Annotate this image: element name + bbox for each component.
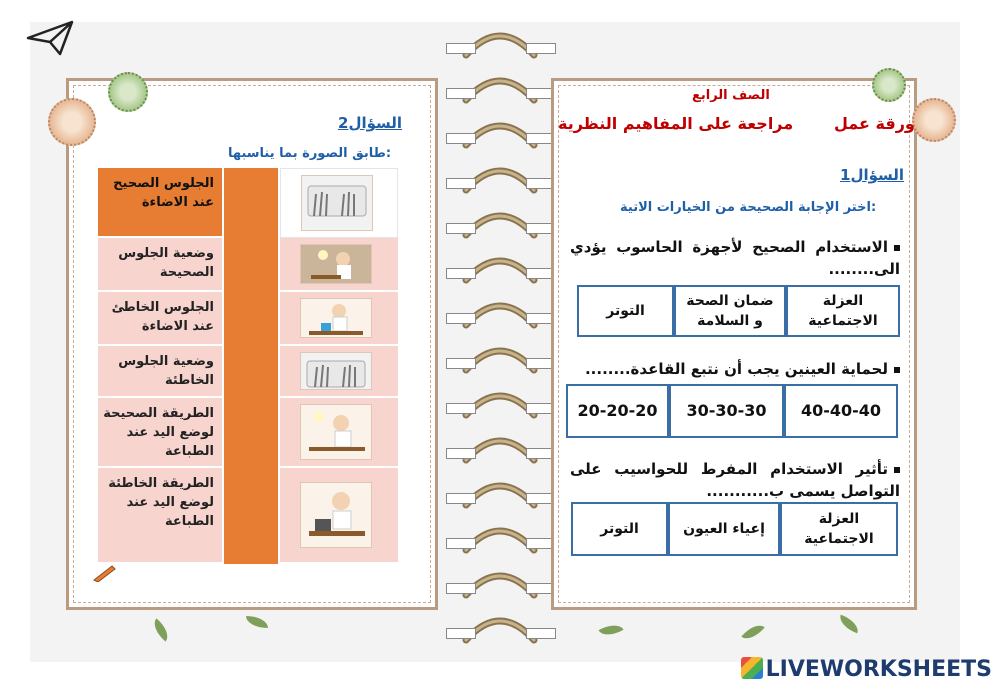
decorative-flower-icon	[48, 98, 96, 146]
brand-name: LIVEWORKSHEETS	[765, 657, 992, 682]
ring-clip	[446, 133, 476, 144]
sitting-lamp-image	[300, 244, 372, 284]
keyboard-hands-image	[301, 175, 373, 231]
match-label[interactable]: الطريقة الصحيحة لوضع اليد عند الطباعة	[98, 398, 222, 468]
ring-clip	[446, 493, 476, 504]
bullet-icon	[894, 245, 900, 251]
binding-ring	[460, 610, 540, 646]
match-label[interactable]: وضعية الجلوس الصحيحة	[98, 238, 222, 292]
answer-option[interactable]: التوتر	[571, 502, 668, 556]
paper-plane-icon[interactable]	[26, 20, 76, 56]
ring-clip	[446, 178, 476, 189]
ring-clip	[446, 583, 476, 594]
question2-instruction: طابق الصورة بما يناسبها:	[228, 146, 392, 161]
ring-clip	[446, 628, 476, 639]
match-label[interactable]: وضعية الجلوس الخاطئة	[98, 346, 222, 398]
image-cell[interactable]	[280, 292, 398, 346]
answer-option[interactable]: 30-30-30	[669, 384, 784, 438]
ring-clip	[446, 223, 476, 234]
logo-badge-icon	[741, 657, 763, 679]
ring-clip	[446, 43, 476, 54]
binding-ring	[460, 295, 540, 331]
bullet-icon	[894, 367, 900, 373]
ring-clip	[446, 403, 476, 414]
student-desk-image	[300, 298, 372, 338]
ring-clip	[446, 448, 476, 459]
binding-ring	[460, 565, 540, 601]
keyboard-hands-image	[300, 352, 372, 390]
match-label[interactable]: الطريقة الخاطئة لوضع اليد عند الطباعة	[98, 468, 222, 564]
answer-option[interactable]: العزلة الاجتماعية	[786, 285, 900, 337]
ring-clip	[526, 43, 556, 54]
ring-clip	[526, 628, 556, 639]
question-text: لحماية العينين يجب أن نتبع القاعدة........	[584, 360, 888, 378]
answer-option[interactable]: ضمان الصحة و السلامة	[674, 285, 786, 337]
question1-instruction: اختر الإجابة الصحيحة من الخيارات الاتية:	[620, 200, 877, 215]
decorative-flower-icon	[108, 72, 148, 112]
worksheet-label: ورقة عمل	[834, 114, 915, 133]
question1-item3	[570, 458, 900, 502]
match-label[interactable]: الجلوس الصحيح عند الاضاءة	[98, 168, 222, 238]
answer-option[interactable]: 40-40-40	[784, 384, 898, 438]
grade-label: الصف الرابع	[692, 88, 770, 103]
answer-option[interactable]: 20-20-20	[566, 384, 669, 438]
question1-item1	[570, 236, 900, 280]
binding-ring	[460, 205, 540, 241]
binding-ring	[460, 340, 540, 376]
worksheet-title: مراجعة على المفاهيم النظرية	[558, 114, 794, 133]
ring-clip	[446, 358, 476, 369]
liveworksheets-logo[interactable]	[741, 657, 992, 682]
decorative-flower-icon	[872, 68, 906, 102]
question2-heading: السؤال2	[338, 114, 403, 132]
binding-ring	[460, 385, 540, 421]
match-drop-strip[interactable]	[224, 168, 278, 564]
student-laptop-image	[300, 482, 372, 548]
answer-option[interactable]: إعياء العيون	[668, 502, 780, 556]
pencil-icon[interactable]	[92, 562, 116, 582]
binding-ring	[460, 520, 540, 556]
ring-clip	[446, 88, 476, 99]
match-label[interactable]: الجلوس الخاطئ عند الاضاءة	[98, 292, 222, 346]
image-cell[interactable]	[280, 346, 398, 398]
binding-ring	[460, 475, 540, 511]
binding-ring	[460, 70, 540, 106]
question1-item2	[570, 358, 900, 380]
question-text: الاستخدام الصحيح لأجهزة الحاسوب يؤدي الى........	[570, 238, 900, 278]
binding-ring	[460, 25, 540, 61]
student-lamp-image	[300, 404, 372, 460]
bullet-icon	[894, 467, 900, 473]
image-cell[interactable]	[280, 398, 398, 468]
binding-ring	[460, 430, 540, 466]
answer-option[interactable]: التوتر	[577, 285, 674, 337]
question-text: تأثير الاستخدام المفرط للحواسيب على التواصل يسمى ب...........	[570, 460, 900, 500]
binding-ring	[460, 250, 540, 286]
binding-ring	[460, 160, 540, 196]
ring-clip	[446, 313, 476, 324]
image-cell[interactable]	[280, 468, 398, 564]
ring-clip	[446, 538, 476, 549]
question1-heading: السؤال1	[840, 166, 905, 184]
answer-option[interactable]: العزلة الاجتماعية	[780, 502, 898, 556]
image-cell[interactable]	[280, 168, 398, 238]
decorative-flower-icon	[912, 98, 956, 142]
image-cell[interactable]	[280, 238, 398, 292]
binding-ring	[460, 115, 540, 151]
ring-clip	[446, 268, 476, 279]
